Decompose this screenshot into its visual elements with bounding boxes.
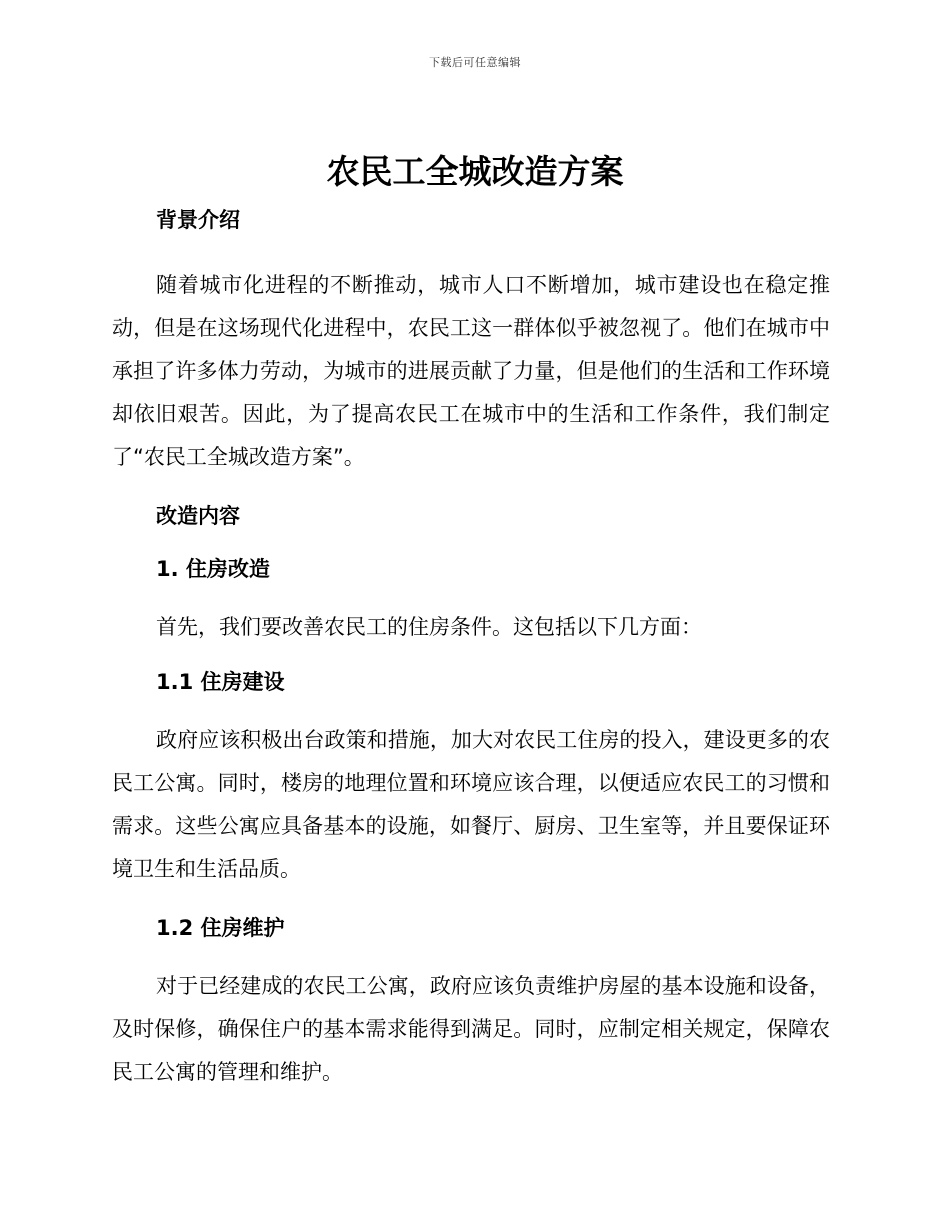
header-note: 下载后可任意编辑 [429,56,521,69]
housing-maintenance-paragraph: 对于已经建成的农民工公寓，政府应该负责维护房屋的基本设施和设备，及时保修，确保住户的基本需求能得到满足。同时，应制定相关规定，保障农民工公寓的管理和维护。 [112,974,830,1084]
section-heading-background: 背景介绍 [156,208,240,232]
subsection-heading-housing-maintenance: 1.2 住房维护 [156,916,285,940]
housing-intro-paragraph: 首先，我们要改善农民工的住房条件。这包括以下几方面： [156,615,702,639]
housing-construction-paragraph: 政府应该积极出台政策和措施，加大对农民工住房的投入，建设更多的农民工公寓。同时，楼房的地理位置和环境应该合理，以便适应农民工的习惯和需求。这些公寓应具备基本的设施，如餐厅、厨房、卫生室等，并且要保证环境卫生和生活品质。 [112,728,830,881]
subsection-heading-housing: 1. 住房改造 [156,557,270,581]
document-title: 农民工全城改造方案 [326,152,624,191]
document-body [112,204,830,1094]
background-paragraph: 随着城市化进程的不断推动，城市人口不断增加，城市建设也在稳定推动，但是在这场现代化进程中，农民工这一群体似乎被忽视了。他们在城市中承担了许多体力劳动，为城市的进展贡献了力量，但是他们的生活和工作环境却依旧艰苦。因此，为了提高农民工在城市中的生活和工作条件，我们制定了“农民工全城改造方案”。 [112,273,830,469]
subsection-heading-housing-construction: 1.1 住房建设 [156,670,285,694]
section-heading-content: 改造内容 [156,504,240,528]
